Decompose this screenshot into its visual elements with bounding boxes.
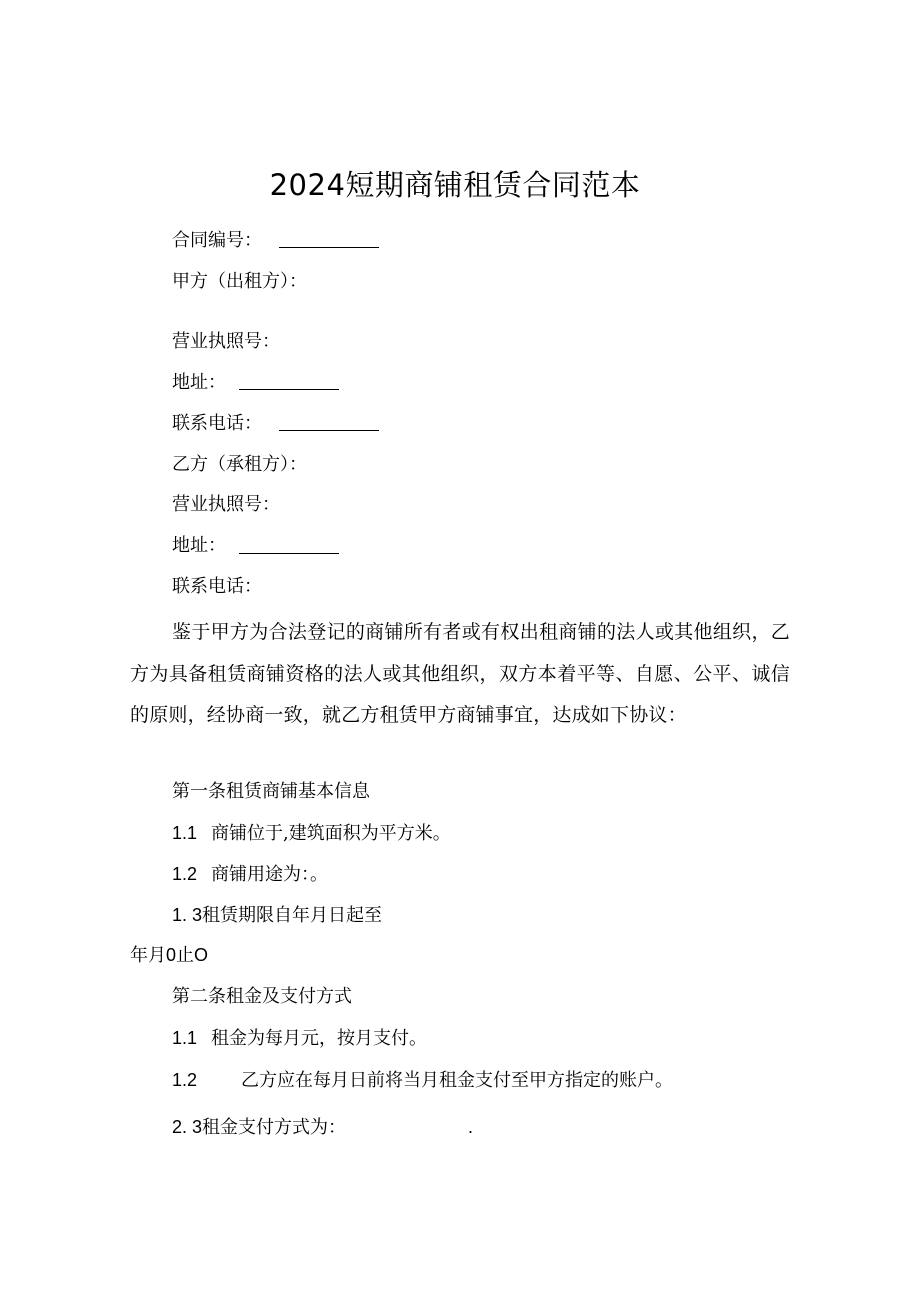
party-a-license-label: 营业执照号： (172, 331, 280, 352)
clause-end-mark: . (468, 1117, 474, 1137)
party-a-label: 甲方（出租方）： (172, 271, 307, 292)
clause-number: 2. 3 (172, 1117, 203, 1137)
party-a-address-blank (239, 389, 339, 390)
clause-text: 商铺用途为：。 (211, 864, 329, 885)
clause-1-3 (172, 902, 382, 929)
clause-number: 0止O (166, 945, 209, 965)
party-a-phone-label: 联系电话： (172, 413, 262, 434)
article1-heading: 第一条租赁商铺基本信息 (172, 781, 370, 802)
clause-number: 1. 3 (172, 905, 203, 925)
article2-heading: 第二条租金及支付方式 (172, 986, 352, 1007)
party-a-phone-blank (279, 430, 379, 431)
party-b-address-label: 地址： (172, 535, 226, 556)
clause-text: 租赁期限自年月日起至 (202, 905, 383, 926)
clause-text: 乙方应在每月日前将当月租金支付至甲方指定的账户。 (241, 1070, 674, 1091)
clause-text: 租金支付方式为： (202, 1117, 347, 1138)
clause-2-3 (172, 1114, 473, 1141)
contract-no-label: 合同编号： (172, 230, 262, 251)
party-b-address-blank (239, 553, 339, 554)
clause-number: 1.1 (172, 1028, 198, 1048)
clause-2-1 (172, 1025, 427, 1052)
clause-number: 1.2 (172, 1070, 198, 1090)
party-b-license-label: 营业执照号： (172, 494, 280, 515)
preamble-paragraph: 鉴于甲方为合法登记的商铺所有者或有权出租商铺的法人或其他组织，乙方为具备租赁商铺资格的法人或其他组织，双方本着平等、自愿、公平、诚信的原则，经协商一致，就乙方租赁甲方商铺事宜，达成如下协议： (130, 621, 790, 726)
clause-text: 年月 (130, 945, 166, 966)
document-title: 2024短期商铺租赁合同范本 (269, 168, 641, 202)
clause-number: 1.2 (172, 864, 198, 884)
party-a-address-label: 地址： (172, 372, 226, 393)
clause-1-1 (172, 820, 451, 847)
party-b-phone-label: 联系电话： (172, 576, 262, 597)
clause-1-3-continuation (130, 942, 208, 969)
contract-no-blank (279, 247, 379, 248)
party-b-label: 乙方（承租方）： (172, 454, 307, 475)
clause-text: 租金为每月元，按月支付。 (211, 1028, 428, 1049)
clause-1-2 (172, 861, 328, 888)
clause-2-2 (172, 1067, 673, 1094)
clause-text: 商铺位于,建筑面积为平方米。 (211, 823, 451, 844)
clause-number: 1.1 (172, 823, 198, 843)
